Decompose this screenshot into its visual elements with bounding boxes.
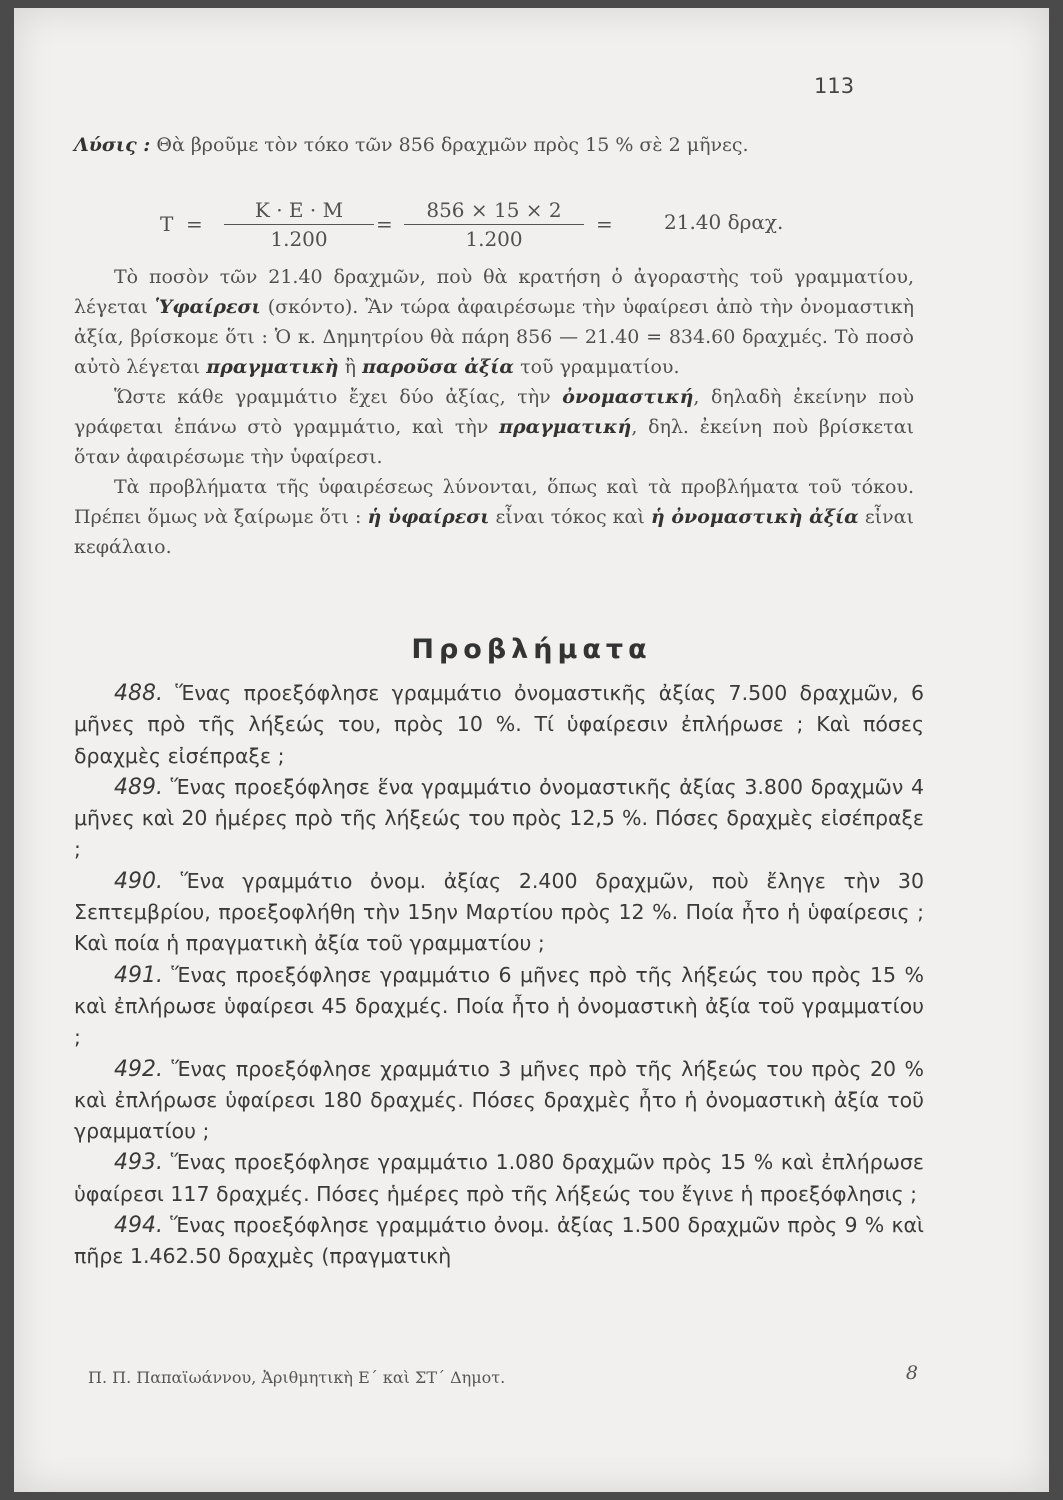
problem-item — [74, 1147, 924, 1210]
problem-list — [74, 678, 924, 1273]
fraction-denominator: 1.200 — [270, 227, 328, 251]
signature-number: 8 — [905, 1362, 918, 1384]
problem-number: 491. — [114, 962, 163, 988]
term-discount: ἡ ὑφαίρεσι — [367, 506, 490, 528]
text-run: Ὥστε κάθε γραμμάτιο ἔχει δύο ἀξίας, τὴν — [114, 386, 551, 408]
problem-number: 492. — [114, 1056, 163, 1082]
text-run: Τὰ προβλήματα τῆς ὑφαιρέσεως λύνονται, ὅπως καὶ τὰ προβλήματα τοῦ τόκου. Πρέπει ὅμως νὰ ξαίρωμε ὅτι : — [74, 476, 914, 528]
text-run: (σκόντο). Ἂν τώρα ἀφαιρέσωμε τὴν ὑφαίρεσι ἀπὸ τὴν ὀνομαστικὴ ἀξία, βρίσκομε ὅτι : Ὁ κ. Δημητρίου θὰ πάρη 856 — 21.40 = 834.60 δραχμές. Τὸ ποσὸ αὐτὸ λέγεται — [74, 296, 914, 378]
problem-number: 490. — [114, 868, 163, 894]
term-real: πραγματική — [499, 416, 632, 438]
problem-item — [74, 772, 924, 866]
text-run: , δηλαδὴ ἐκείνην ποὺ γράφεται ἐπάνω στὸ γραμμάτιο, καὶ τὴν — [74, 386, 915, 438]
problem-item — [74, 1054, 924, 1148]
fraction-denominator: 1.200 — [465, 227, 523, 251]
solution-intro — [74, 130, 914, 160]
formula-fraction-general — [224, 198, 374, 251]
discount-formula — [144, 192, 864, 262]
text-run: τοῦ γραμματίου. — [520, 356, 680, 378]
term-discount: Ὑφαίρεσι — [154, 296, 261, 318]
explanation-paragraph — [74, 382, 914, 472]
problem-text: Ἕνας προεξόφλησε γραμμάτιο 6 μῆνες πρὸ τῆς λήξεώς του πρὸς 15 % καὶ ἐπλήρωσε ὑφαίρεσι 45 δραχμές. Ποία ἦτο ἡ ὀνομαστικὴ ἀξία τοῦ γραμματίου ; — [74, 962, 924, 1050]
problem-text: Ἕνας προεξόφλησε ἕνα γραμμάτιο ὀνομαστικῆς ἀξίας 3.800 δραχμῶν 4 μῆνες καὶ 20 ἡμέρες πρὸ τῆς λήξεώς του πρὸς 12,5 %. Πόσες δραχμὲς εἰσέπραξε ; — [74, 774, 924, 862]
explanation-paragraph — [74, 262, 914, 382]
problem-number: 489. — [114, 774, 163, 800]
fraction-numerator: 856 × 15 × 2 — [404, 198, 584, 225]
problem-text: Ἕνας προεξόφλησε χραμμάτιο 3 μῆνες πρὸ τῆς λήξεώς του πρὸς 20 % καὶ ἐπλήρωσε ὑφαίρεσι 180 δραχμές. Πόσες δραχμὲς ἦτο ἡ ὀνομαστικὴ ἀξία τοῦ γραμματίου ; — [74, 1056, 924, 1144]
page-footer — [88, 1362, 918, 1387]
formula-equals-2: = — [376, 212, 393, 236]
term-nominal-value: ἡ ὀνομαστικὴ ἀξία — [650, 506, 859, 528]
formula-result: 21.40 δραχ. — [664, 210, 784, 234]
explanation-paragraph — [74, 472, 914, 562]
problem-text: Ἕνας προεξόφλησε γραμμάτιο ὀνομ. ἀξίας 1.500 δραχμῶν πρὸς 9 % καὶ πῆρε 1.462.50 δραχμὲς (πραγματικὴ — [74, 1213, 924, 1269]
solution-label: Λύσις : — [74, 134, 151, 156]
solution-text: Θὰ βροῦμε τὸν τόκο τῶν 856 δραχμῶν πρὸς 15 % σὲ 2 μῆνες. — [156, 134, 749, 156]
problem-item — [74, 866, 924, 960]
page-number: 113 — [814, 74, 855, 98]
problem-number: 488. — [114, 681, 163, 706]
text-run: εἶναι τόκος καὶ — [495, 506, 645, 528]
explanation-text — [74, 262, 914, 562]
problem-text: Ἕνας προεξόφλησε γραμμάτιο ὀνομαστικῆς ἀξίας 7.500 δραχμῶν, 6 μῆνες πρὸ τῆς λήξεώς του, πρὸς 10 %. Τί ὑφαίρεσιν ἐπλήρωσε ; Καὶ πόσες δραχμὲς εἰσέπραξε ; — [74, 681, 924, 768]
book-page — [14, 8, 1049, 1492]
formula-fraction-numeric — [404, 198, 584, 251]
problem-text: Ἕνας προεξόφλησε γραμμάτιο 1.080 δραχμῶν πρὸς 15 % καὶ ἐπλήρωσε ὑφαίρεσι 117 δραχμές. Πόσες ἡμέρες πρὸ τῆς λήξεώς του ἔγινε ἡ προεξόφλησις ; — [74, 1150, 924, 1206]
formula-equals-3: = — [596, 212, 613, 236]
problem-number: 494. — [114, 1213, 163, 1239]
problem-item — [74, 1210, 924, 1273]
problem-item — [74, 678, 924, 772]
footer-citation: Π. Π. Παπαϊωάννου, Ἀριθμητικὴ Ε΄ καὶ ΣΤ΄ Δημοτ. — [88, 1368, 506, 1387]
text-run: , δηλ. ἐκείνη ποὺ βρίσκεται ὅταν ἀφαιρέσωμε τὴν ὑφαίρεσι. — [74, 416, 914, 468]
term-present-value: παροῦσα ἀξία — [362, 356, 515, 378]
formula-symbol: T — [160, 212, 174, 236]
problem-number: 493. — [114, 1150, 163, 1176]
fraction-numerator: K · E · M — [224, 198, 374, 225]
problem-item — [74, 960, 924, 1054]
term-nominal: ὀνομαστική — [562, 386, 694, 408]
text-run: ἢ — [344, 356, 357, 378]
problem-text: Ἕνα γραμμάτιο ὀνομ. ἀξίας 2.400 δραχμῶν, ποὺ ἔληγε τὴν 30 Σεπτεμβρίου, προεξοφλήθη τὴν 15ην Μαρτίου πρὸς 12 %. Ποία ἦτο ἡ ὑφαίρεσις ; Καὶ ποία ἡ πραγματικὴ ἀξία τοῦ γραμματίου ; — [74, 868, 924, 956]
formula-equals-1: = — [186, 212, 203, 236]
text-run: εἶναι κεφάλαιο. — [74, 506, 914, 558]
text-run: Τὸ ποσὸν τῶν 21.40 δραχμῶν, ποὺ θὰ κρατήση ὁ ἀγοραστὴς τοῦ γραμματίου, λέγεται — [74, 266, 914, 318]
term-real: πραγματικὴ — [206, 356, 339, 378]
section-heading: Προβλήματα — [411, 634, 652, 665]
